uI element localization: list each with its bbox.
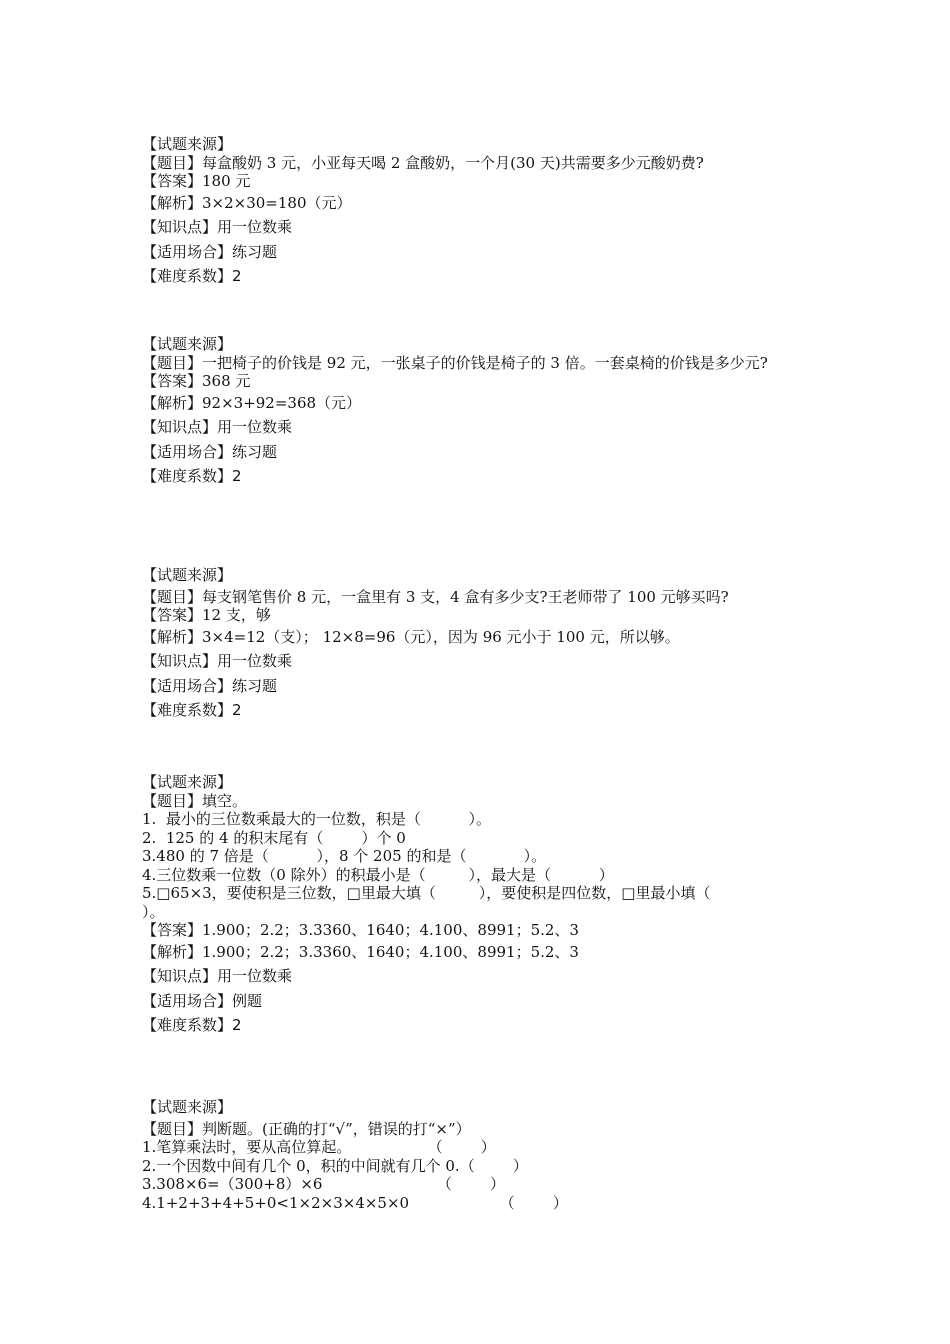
q5-item-1: 1.笔算乘法时，要从高位算起。 （ ） [142,1138,496,1156]
question-2 [142,335,822,489]
q5-source: 【试题来源】 [142,1098,233,1116]
question-1 [142,135,822,289]
q3-knowledge: 【知识点】用一位数乘 [142,652,293,670]
q5-stem: 【题目】判断题。(正确的打“√”，错误的打“×”） [142,1119,471,1138]
q2-analysis: 【解析】92×3+92=368（元） [142,393,362,412]
q4-analysis: 【解析】1.900；2.2；3.3360、1640；4.100、8991；5.2、3 [142,942,579,961]
q4-item-5-cont: ）。 [142,902,165,921]
q4-item-4: 4.三位数乘一位数（0 除外）的积最小是（ ），最大是（ ） [142,865,614,884]
q3-stem: 【题目】每支钢笔售价 8 元，一盒里有 3 支，4 盒有多少支?王老师带了 100 元够买吗? [142,587,729,606]
q4-answer: 【答案】1.900；2.2；3.3360、1640；4.100、8991；5.2、3 [142,921,579,939]
q1-answer: 【答案】180 元 [142,172,251,190]
q5-item-2: 2.一个因数中间有几个 0，积的中间就有几个 0.（ ） [142,1156,528,1175]
q3-analysis: 【解析】3×4=12（支）； 12×8=96（元），因为 96 元小于 100 元，所以够。 [142,627,680,646]
q4-item-1: 1. 最小的三位数乘最大的一位数，积是（ ）。 [142,810,492,828]
q4-stem: 【题目】填空。 [142,791,248,810]
q2-stem: 【题目】一把椅子的价钱是 92 元，一张桌子的价钱是椅子的 3 倍。一套桌椅的价钱是多少元? [142,353,768,372]
q2-source: 【试题来源】 [142,335,233,353]
q4-item-5: 5.□65×3，要使积是三位数，□里最大填（ ），要使积是四位数，□里最小填（ [142,884,711,902]
q1-stem: 【题目】每盒酸奶 3 元，小亚每天喝 2 盒酸奶，一个月(30 天)共需要多少元酸奶费? [142,153,704,172]
q1-source: 【试题来源】 [142,135,233,153]
q4-item-2: 2. 125 的 4 的积末尾有（ ）个 0 [142,828,406,847]
q1-analysis: 【解析】3×2×30=180（元） [142,193,352,212]
q3-source: 【试题来源】 [142,566,233,584]
question-4 [142,773,822,1038]
q4-scenario: 【适用场合】例题 [142,991,263,1010]
q4-knowledge: 【知识点】用一位数乘 [142,967,293,985]
q5-item-3: 3.308×6=（300+8）×6 （ ） [142,1175,506,1193]
q1-scenario: 【适用场合】练习题 [142,242,278,261]
q2-answer: 【答案】368 元 [142,372,251,390]
question-3 [142,563,822,723]
q1-knowledge: 【知识点】用一位数乘 [142,218,293,236]
q2-scenario: 【适用场合】练习题 [142,442,278,461]
q1-difficulty: 【难度系数】2 [142,267,242,285]
q2-knowledge: 【知识点】用一位数乘 [142,418,293,436]
q4-source: 【试题来源】 [142,773,233,791]
question-5 [142,1095,822,1212]
q4-difficulty: 【难度系数】2 [142,1016,242,1034]
q4-item-3: 3.480 的 7 倍是（ ），8 个 205 的和是（ ）。 [142,847,547,865]
q3-answer: 【答案】12 支，够 [142,606,271,624]
q5-item-4: 4.1+2+3+4+5+0<1×2×3×4×5×0 （ ） [142,1193,568,1212]
q2-difficulty: 【难度系数】2 [142,467,242,485]
q3-difficulty: 【难度系数】2 [142,701,242,719]
q3-scenario: 【适用场合】练习题 [142,676,278,695]
